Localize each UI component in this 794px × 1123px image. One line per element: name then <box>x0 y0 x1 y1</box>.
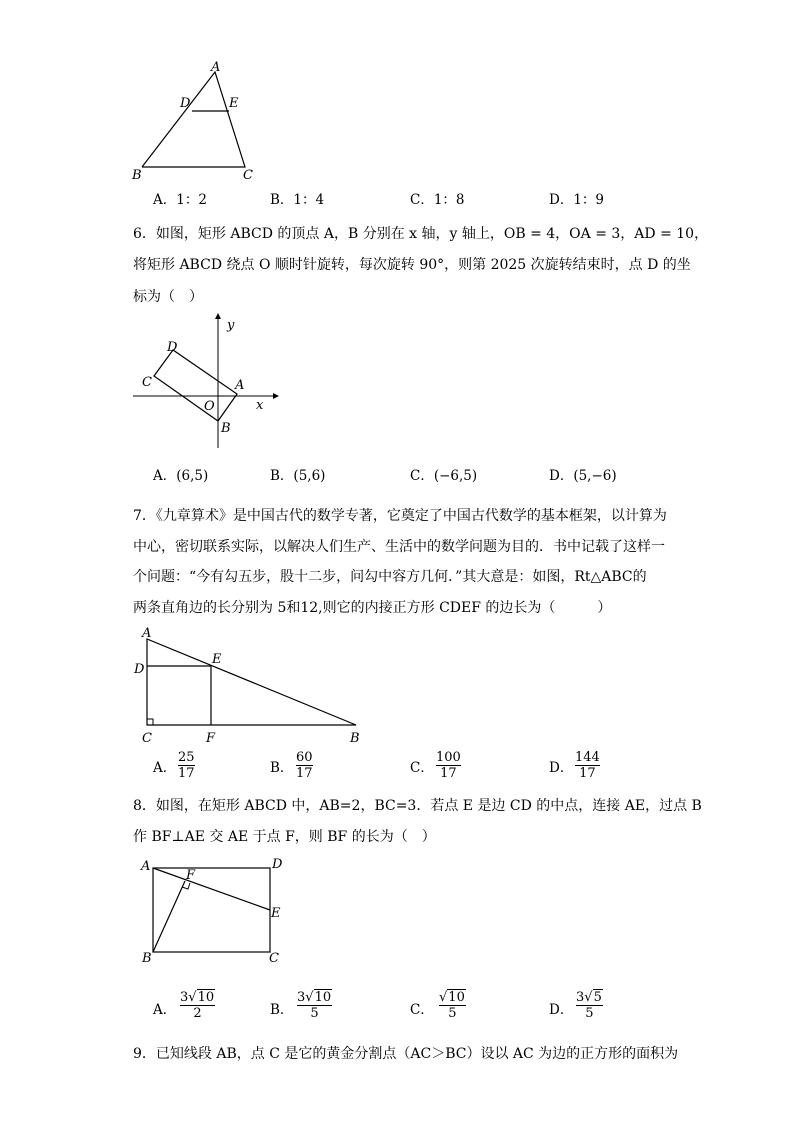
q6-option-b: B．(5,6) <box>270 468 326 484</box>
q6-label-A: A <box>235 378 245 393</box>
q7-option-b-label: B． <box>270 760 294 776</box>
q7-label-C: C <box>142 731 152 746</box>
q6-option-c: C．(−6,5) <box>410 468 478 484</box>
q8-rectangle-figure <box>138 855 288 967</box>
q8-option-b-fraction: 3√10 5 <box>297 990 332 1021</box>
q7-text-line-2: 中心，密切联系实际，以解决人们生产、生活中的数学问题为目的．书中记载了这样一 <box>133 539 665 555</box>
q7-text-line-1: 7．《九章算术》是中国古代的数学专著，它奠定了中国古代数学的基本框架，以计算为 <box>133 508 667 524</box>
q8-option-c-label: C． <box>410 1002 434 1018</box>
q6-label-O: O <box>204 399 215 414</box>
q8-option-b-label: B． <box>270 1002 294 1018</box>
q7-option-b-fraction: 60 17 <box>296 750 313 781</box>
q5-triangle-figure <box>125 58 265 186</box>
q8-label-C: C <box>269 951 279 966</box>
q9-text-line-1: 9．已知线段 AB，点 C 是它的黄金分割点（AC＞BC）设以 AC 为边的正方形的面积为 <box>133 1046 679 1062</box>
q7-label-A: A <box>142 626 152 641</box>
q8-option-a-label: A． <box>153 1002 177 1018</box>
q5-label-E: E <box>229 96 239 111</box>
q7-label-B: B <box>350 731 360 746</box>
q5-option-d: D．1：9 <box>549 192 605 208</box>
q8-label-B: B <box>142 951 152 966</box>
q8-option-a-fraction: 3√10 2 <box>180 990 215 1021</box>
q7-label-D: D <box>134 662 145 677</box>
q6-text-line-3: 标为（ ） <box>133 289 203 305</box>
q7-text-line-4: 两条直角边的长分别为 5和12,则它的内接正方形 CDEF 的边长为（ ） <box>133 600 612 616</box>
q7-label-F: F <box>206 731 216 746</box>
q8-text-line-1: 8．如图，在矩形 ABCD 中，AB=2，BC=3．若点 E 是边 CD 的中点，连接 AE，过点 B <box>133 798 702 814</box>
q8-option-d-fraction: 3√5 5 <box>576 990 602 1021</box>
q6-option-a: A．(6,5) <box>153 468 209 484</box>
q6-text-line-1: 6．如图，矩形 ABCD 的顶点 A，B 分别在 x 轴，y 轴上，OB = 4，OA = 3，AD = 10， <box>133 226 709 242</box>
q7-option-d-label: D． <box>549 760 574 776</box>
q8-label-E: E <box>271 906 281 921</box>
q5-label-B: B <box>132 168 142 183</box>
q5-label-C: C <box>243 168 253 183</box>
q8-text-line-2: 作 BF⊥AE 交 AE 于点 F，则 BF 的长为（ ） <box>133 829 436 845</box>
q7-label-E: E <box>212 652 222 667</box>
q6-label-C: C <box>142 375 152 390</box>
q8-label-D: D <box>272 857 283 872</box>
q6-label-y: y <box>227 318 235 333</box>
q7-text-line-3: 个问题：“今有勾五步，股十二步，问勾中容方几何．”其大意是：如图，Rt△ABC的 <box>133 569 647 585</box>
q8-option-c-fraction: √10 5 <box>439 990 465 1021</box>
q7-option-d-fraction: 144 17 <box>575 750 600 781</box>
q8-option-d-label: D． <box>549 1002 574 1018</box>
q6-option-d: D．(5,−6) <box>549 468 617 484</box>
q7-option-c-label: C． <box>410 760 434 776</box>
q8-label-F: F <box>186 868 196 883</box>
q6-label-B: B <box>221 421 231 436</box>
q6-label-D: D <box>167 340 178 355</box>
q7-option-a-fraction: 25 17 <box>178 750 195 781</box>
q8-label-A: A <box>141 859 151 874</box>
q5-option-a: A．1：2 <box>153 192 207 208</box>
q6-text-line-2: 将矩形 ABCD 绕点 O 顺时针旋转，每次旋转 90°，则第 2025 次旋转结束时，点 D 的坐 <box>133 257 691 273</box>
q6-coordinate-figure <box>125 310 285 455</box>
q7-triangle-figure <box>130 624 370 748</box>
q5-option-c: C．1：8 <box>410 192 465 208</box>
q7-option-a-label: A． <box>153 760 177 776</box>
q5-label-D: D <box>180 96 191 111</box>
q7-option-c-fraction: 100 17 <box>436 750 461 781</box>
q5-option-b: B．1：4 <box>270 192 325 208</box>
q6-label-x: x <box>256 398 264 413</box>
q5-label-A: A <box>211 60 221 75</box>
